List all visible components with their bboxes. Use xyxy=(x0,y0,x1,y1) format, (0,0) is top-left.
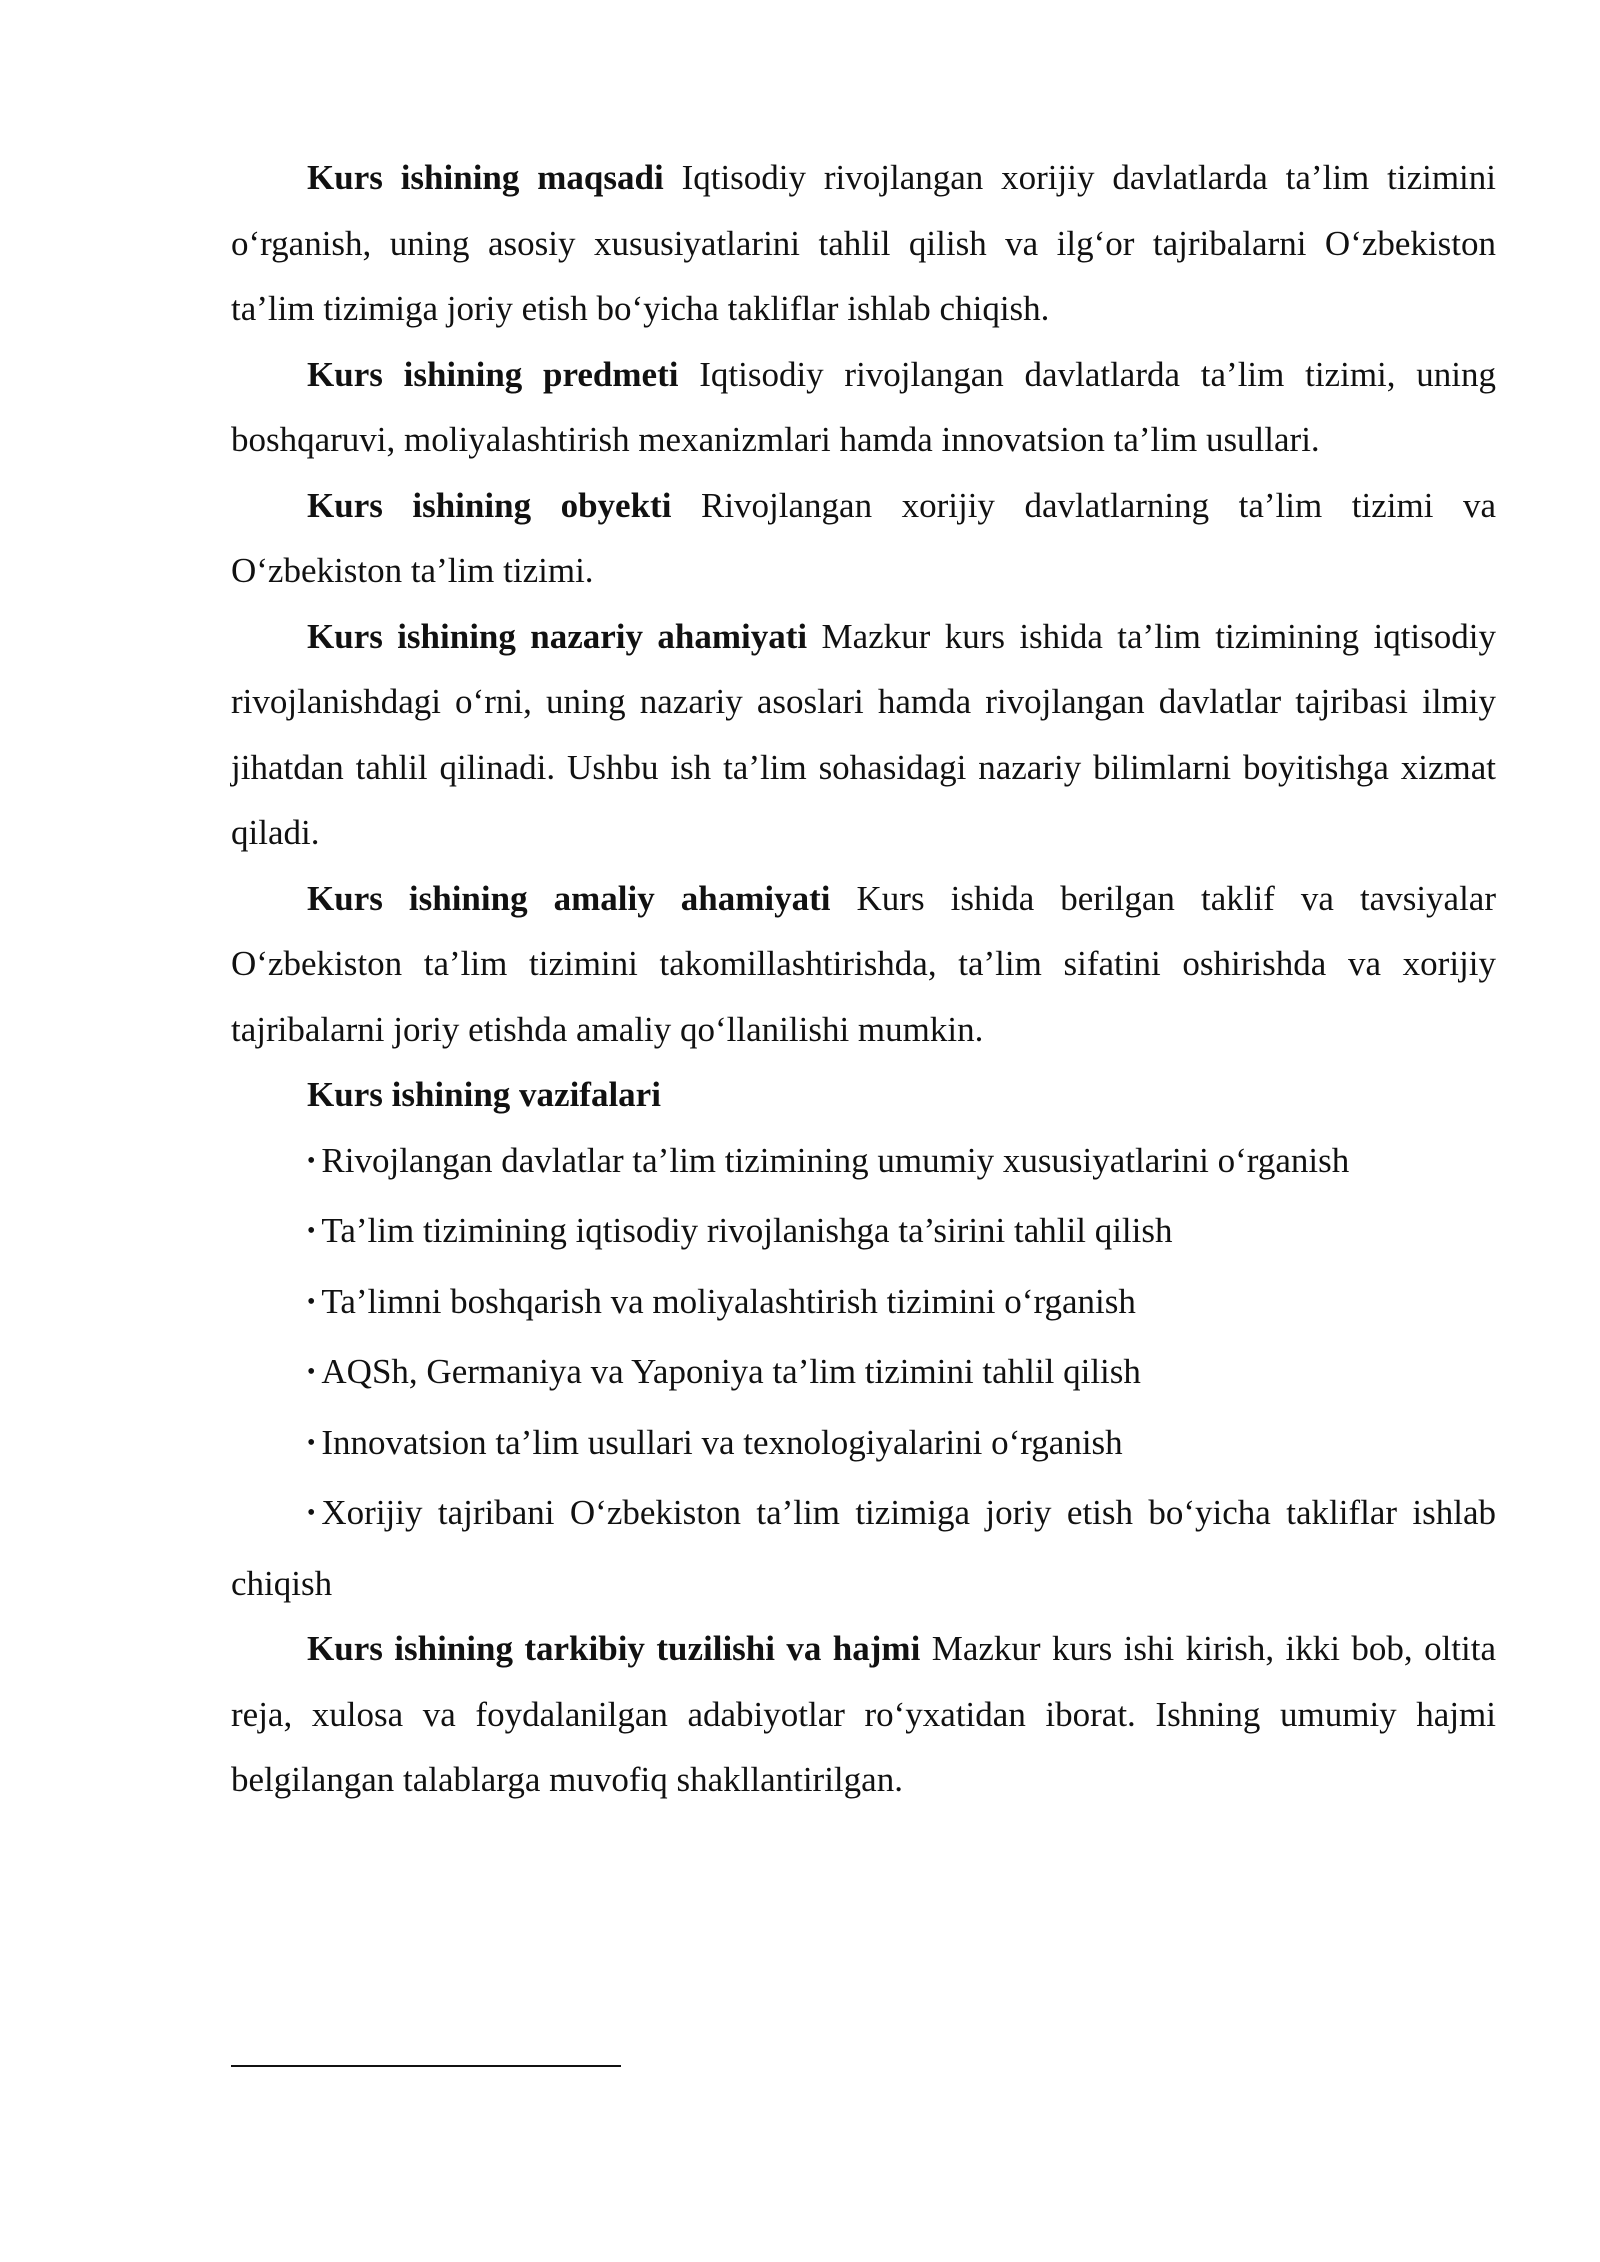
paragraph-heading: Kurs ishining tarkibiy tuzilishi va hajmi xyxy=(307,1629,921,1668)
paragraph-heading: Kurs ishining amaliy ahamiyati xyxy=(307,878,831,918)
bullet-icon: • xyxy=(307,1147,316,1174)
list-item-text: AQSh, Germaniya va Yaponiya ta’lim tizimini tahlil qilish xyxy=(321,1352,1141,1391)
list-item-text: Xorijiy tajribani O‘zbekiston ta’lim tizimiga joriy etish bo‘yicha takliflar ishlab chiqish xyxy=(231,1493,1496,1603)
list-item xyxy=(231,1410,1496,1481)
bullet-icon: • xyxy=(307,1500,316,1526)
paragraph-text: Kurs ishida berilgan taklif va tavsiyalar O‘zbekiston ta’lim tizimini takomillashtirishda, ta’lim sifatini oshirishda va xorijiy tajribalarni joriy etishda amaliy qo‘llanilishi mumkin. xyxy=(231,878,1496,1049)
tasks-list xyxy=(231,1128,1496,1617)
paragraph-text: Iqtisodiy rivojlangan xorijiy davlatlarda ta’lim tizimini o‘rganish, uning asosiy xususiyatlarini tahlil qilish va ilg‘or tajribalarni O‘zbekiston ta’lim tizimiga joriy etish bo‘yicha takliflar ishlab chiqish. xyxy=(231,158,1497,328)
paragraph-text: Mazkur kurs ishida ta’lim tizimining iqtisodiy rivojlanishdagi o‘rni, uning nazariy asoslari hamda rivojlangan davlatlar tajribasi ilmiy jihatdan tahlil qilinadi. Ushbu ish ta’lim sohasidagi nazariy bilimlarni boyitishga xizmat qiladi. xyxy=(231,616,1496,852)
paragraph-heading: Kurs ishining obyekti xyxy=(307,485,672,525)
list-item-text: Rivojlangan davlatlar ta’lim tizimining umumiy xususiyatlarini o‘rganish xyxy=(321,1140,1350,1180)
bullet-icon: • xyxy=(307,1359,316,1385)
paragraph-structure xyxy=(231,1616,1496,1813)
paragraph-object xyxy=(231,473,1496,604)
paragraph-text: Mazkur kurs ishi kirish, ikki bob, oltita reja, xulosa va foydalanilgan adabiyotlar ro‘yxatidan iborat. Ishning umumiy hajmi belgilangan talablarga muvofiq shakllantirilgan. xyxy=(231,1629,1497,1799)
list-item xyxy=(231,1198,1496,1269)
paragraph-heading: Kurs ishining maqsadi xyxy=(307,158,664,197)
list-item xyxy=(231,1128,1496,1199)
footnote-separator xyxy=(231,2065,621,2067)
bullet-icon: • xyxy=(307,1429,316,1456)
paragraph-heading: Kurs ishining predmeti xyxy=(307,354,679,394)
list-item-text: Innovatsion ta’lim usullari va texnologiyalarini o‘rganish xyxy=(321,1422,1123,1462)
bullet-icon: • xyxy=(307,1288,316,1315)
document-body xyxy=(231,145,1496,1813)
list-item xyxy=(231,1339,1496,1410)
paragraph-heading: Kurs ishining nazariy ahamiyati xyxy=(307,616,808,656)
paragraph-theoretical-significance xyxy=(231,604,1496,866)
tasks-heading-text: Kurs ishining vazifalari xyxy=(307,1075,661,1114)
list-item xyxy=(231,1269,1496,1340)
list-item xyxy=(231,1480,1496,1616)
paragraph-goal xyxy=(231,145,1496,342)
paragraph-text: Rivojlangan xorijiy davlatlarning ta’lim tizimi va O‘zbekiston ta’lim tizimi. xyxy=(231,485,1496,590)
paragraph-subject xyxy=(231,342,1496,473)
paragraph-practical-significance xyxy=(231,866,1496,1063)
list-item-text: Ta’lim tizimining iqtisodiy rivojlanishga ta’sirini tahlil qilish xyxy=(321,1211,1173,1250)
tasks-heading xyxy=(231,1062,1496,1128)
paragraph-text: Iqtisodiy rivojlangan davlatlarda ta’lim tizimi, uning boshqaruvi, moliyalashtirish mexanizmlari hamda innovatsion ta’lim usullari. xyxy=(231,354,1496,459)
list-item-text: Ta’limni boshqarish va moliyalashtirish tizimini o‘rganish xyxy=(321,1281,1136,1321)
bullet-icon: • xyxy=(307,1218,316,1244)
